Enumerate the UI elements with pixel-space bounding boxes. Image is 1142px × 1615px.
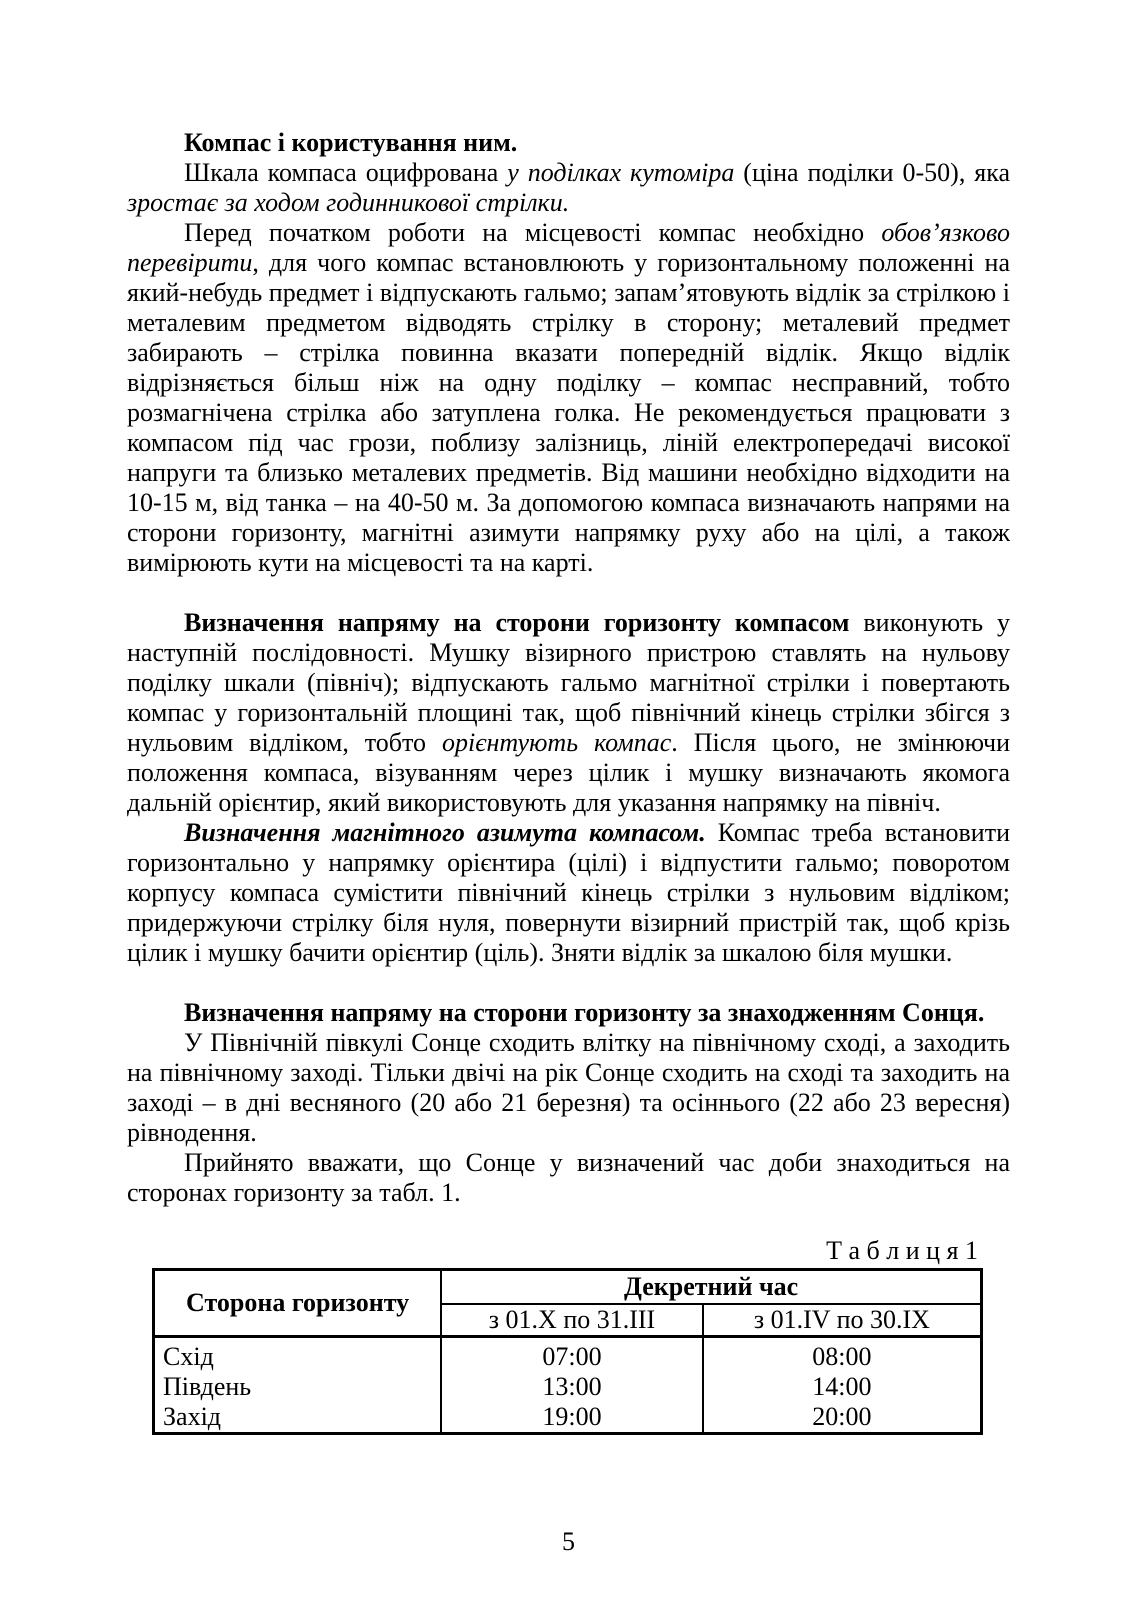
text-segment-italic: у поділках кутоміра — [507, 158, 735, 187]
text-segment: Перед початком роботи на місцевості компас необхідно — [184, 218, 882, 247]
text-segment: Прийнято вважати, що Сонце у визначений час доби знаходиться на сторонах горизонту за табл. 1. — [127, 1148, 1010, 1207]
text-segment: У Північній півкулі Сонце сходить влітку на північному сході, а заходить на північному заході. Тільки двічі на рік Сонце сходить на сході та заходить на заході – в дні весняного (20 або 21 березня) та осіннього (22 або 23 вересня) рівнодення. — [127, 1028, 1010, 1147]
paragraph-compass-scale — [127, 158, 1010, 218]
paragraph-direction-by-compass — [127, 608, 1010, 818]
cell-winter-time: 07:00 — [441, 1337, 703, 1373]
text-segment: , для чого компас встановлюють у горизонтальному положенні на який-небудь предмет і відпускають гальмо; запам’ятовують відлік за стрілкою і металевим предметом відводять стрілку в сторону; металевий предмет забирають – стрілка повинна вказати попередній відлік. Якщо відлік відрізняється більш ніж на одну поділку – компас несправний, тобто розмагнічена стрілка або затуплена голка. Не рекомендується працювати з компасом під час грози, поблизу залізниць, ліній електропередачі високої напруги та близько металевих предметів. Від машини необхідно відходити на 10-15 м, від танка – на 40-50 м. За допомогою компаса визначають напрями на сторони горизонту, магнітні азимути напрямку руху або на цілі, а також вимірюють кути на місцевості та на карті. — [127, 248, 1010, 577]
heading-compass-usage-text: Компас і користування ним. — [184, 128, 518, 157]
text-segment-italic: орієнтують компас — [441, 728, 672, 757]
paragraph-magnetic-azimuth — [127, 818, 1010, 968]
paragraph-sun-rise-set — [127, 1028, 1010, 1148]
table-row-west — [154, 1402, 982, 1434]
subheader-winter-period: з 01.X по 31.III — [441, 1304, 703, 1337]
text-segment: Компас треба встановити горизонтально у напрямку орієнтира (цілі) і відпустити гальмо; поворотом корпусу компаса сумістити північний кінець стрілки з нульовим відліком; придержуючи стрілку біля нуля, повернути візирний пристрій так, щоб крізь цілик і мушку бачити орієнтир (ціль). Зняти відлік за шкалою біля мушки. — [127, 818, 1010, 967]
horizon-time-table — [152, 1268, 983, 1435]
table-row-east — [154, 1337, 982, 1373]
text-segment: . Після цього, не змінюючи положення компаса, візуванням через цілик і мушку визначають якомога дальній орієнтир, який використовують для указання напрямку на північ. — [127, 728, 1011, 817]
cell-winter-time: 13:00 — [441, 1372, 703, 1402]
cell-side: Схід — [154, 1337, 442, 1373]
text-segment-italic: обов’язково перевірити — [127, 218, 1010, 277]
heading-compass-usage — [127, 128, 1010, 158]
header-decree-time: Декретний час — [441, 1270, 981, 1305]
page-number: 5 — [562, 1527, 575, 1556]
text-segment: (ціна поділки 0-50), яка — [734, 158, 1010, 187]
cell-side: Південь — [154, 1372, 442, 1402]
text-segment-bold-italic: Визначення магнітного азимута компасом. — [184, 818, 706, 847]
cell-summer-time: 20:00 — [812, 1402, 872, 1431]
cell-winter-time: 19:00 — [441, 1402, 703, 1434]
table-row-south — [154, 1372, 982, 1402]
subheader-summer-period: з 01.IV по 30.IX — [703, 1304, 982, 1337]
header-side-of-horizon: Сторона горизонту — [154, 1270, 442, 1337]
cell-summer-time: 08:00 — [812, 1342, 872, 1371]
paragraph-accepted-convention — [127, 1148, 1010, 1208]
table-caption-text: Т а б л и ц я 1 — [826, 1236, 978, 1265]
text-segment: Шкала компаса оцифрована — [184, 158, 508, 187]
heading-direction-by-sun — [127, 998, 1010, 1028]
text-segment-bold: Визначення напряму на сторони горизонту компасом — [184, 608, 850, 637]
table-caption — [127, 1236, 1010, 1266]
text-segment-italic: зростає за ходом годинникової стрілки. — [127, 188, 570, 217]
heading-direction-by-sun-text: Визначення напряму на сторони горизонту за знаходженням Сонця. — [184, 998, 985, 1027]
cell-summer-time: 14:00 — [812, 1372, 872, 1401]
cell-side: Захід — [154, 1402, 442, 1434]
table-header-row — [154, 1270, 982, 1305]
paragraph-compass-check — [127, 218, 1010, 578]
text-segment: виконують у наступній послідовності. Мушку візирного пристрою ставлять на нульову поділку шкали (північ); відпускають гальмо магнітної стрілки і повертають компас у горизонтальній площині так, щоб північний кінець стрілки збігся з нульовим відліком, тобто — [127, 608, 1010, 757]
